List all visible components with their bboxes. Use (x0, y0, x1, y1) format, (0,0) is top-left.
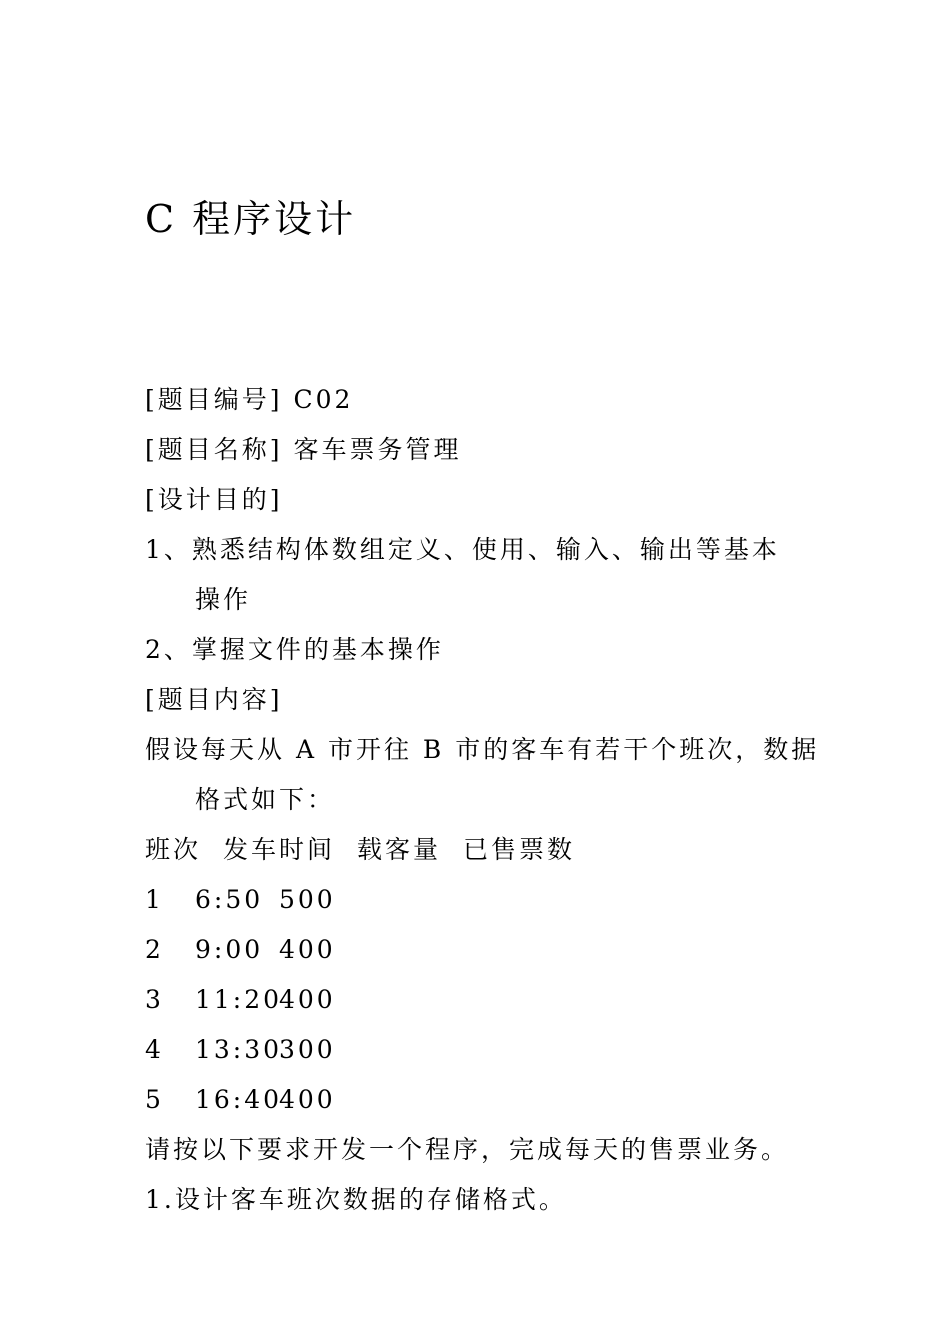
schedule-row (145, 975, 815, 1025)
purpose-item-1-continued: 操作 (195, 585, 252, 614)
schedule-row (145, 875, 815, 925)
capacity: 400 (279, 935, 336, 964)
capacity: 300 (279, 1035, 336, 1064)
header-capacity: 载客量 (357, 835, 442, 864)
topic-number: [题目编号] C02 (145, 385, 354, 414)
trip-number: 2 (145, 935, 164, 964)
requirements-intro: 请按以下要求开发一个程序，完成每天的售票业务。 (145, 1135, 790, 1164)
header-tickets-sold: 已售票数 (463, 835, 576, 864)
header-departure-time: 发车时间 (223, 835, 336, 864)
requirement-item-1: 1.设计客车班次数据的存储格式。 (145, 1185, 567, 1214)
trip-number: 4 (145, 1035, 164, 1064)
trip-number: 3 (145, 985, 164, 1014)
content-heading: [题目内容] (145, 685, 283, 714)
departure-time: 6:50 (195, 885, 264, 914)
document-body (145, 375, 820, 1225)
capacity: 500 (279, 885, 336, 914)
capacity: 400 (279, 985, 336, 1014)
document-title: C 程序设计 (145, 197, 357, 241)
schedule-row (145, 925, 815, 975)
schedule-row (145, 1025, 815, 1075)
purpose-item-1: 1、熟悉结构体数组定义、使用、输入、输出等基本 (145, 535, 780, 564)
purpose-heading: [设计目的] (145, 485, 283, 514)
schedule-row (145, 1075, 815, 1125)
content-intro-continued: 格式如下： (195, 785, 336, 814)
content-intro: 假设每天从 A 市开往 B 市的客车有若干个班次，数据 (145, 735, 820, 764)
purpose-item-2: 2、掌握文件的基本操作 (145, 635, 444, 664)
topic-name: [题目名称] 客车票务管理 (145, 435, 462, 464)
departure-time: 11:20 (195, 985, 283, 1014)
schedule-header (145, 825, 815, 875)
departure-time: 16:40 (195, 1085, 283, 1114)
trip-number: 5 (145, 1085, 164, 1114)
trip-number: 1 (145, 885, 164, 914)
departure-time: 13:30 (195, 1035, 283, 1064)
departure-time: 9:00 (195, 935, 264, 964)
header-trip-number: 班次 (145, 835, 202, 864)
capacity: 400 (279, 1085, 336, 1114)
